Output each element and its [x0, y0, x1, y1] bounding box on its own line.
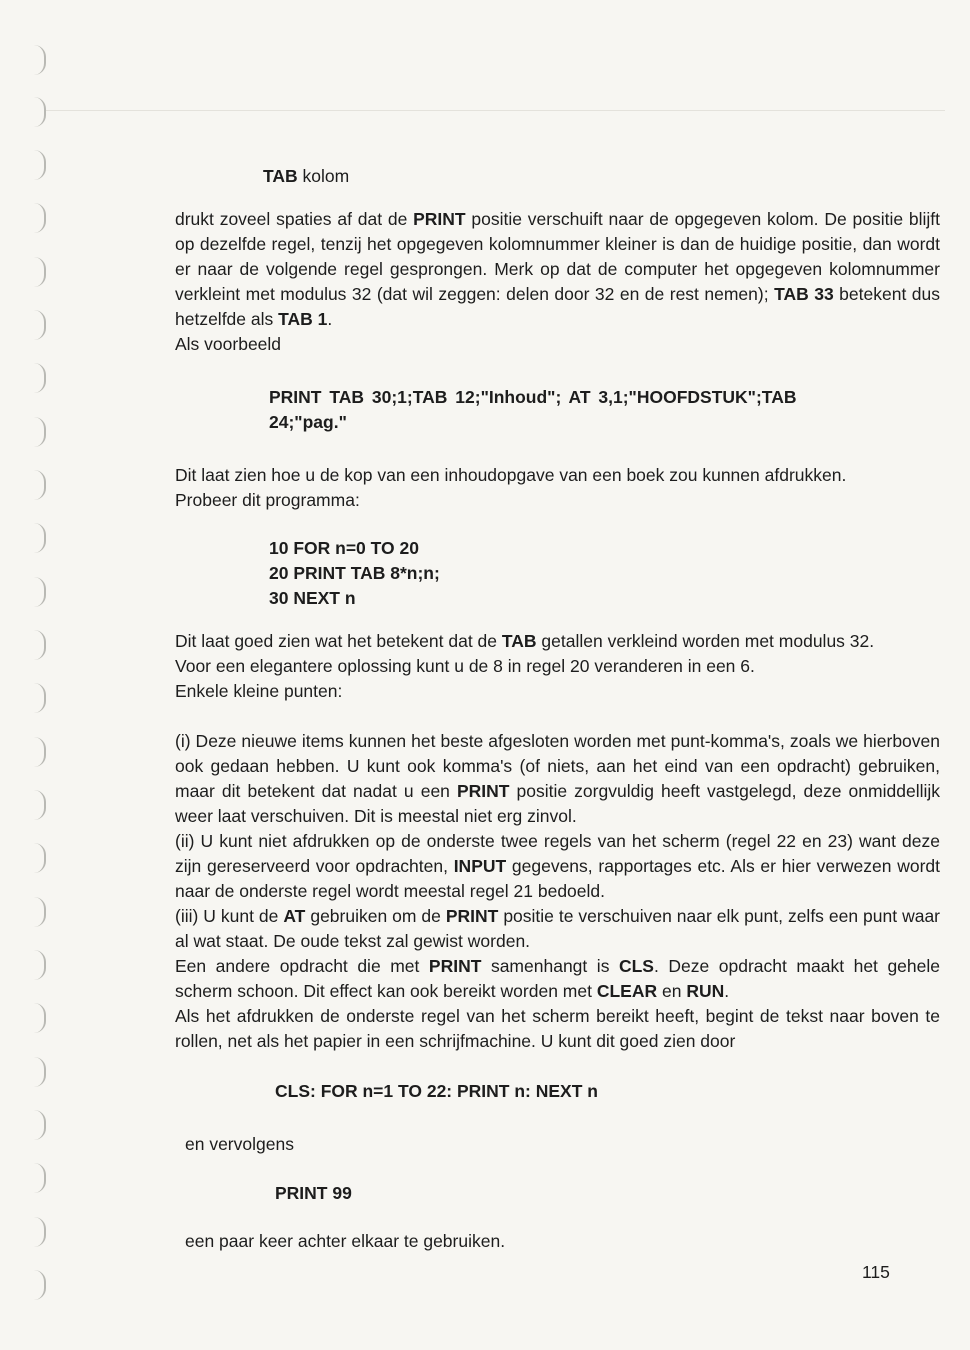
then-text: en vervolgens [185, 1134, 294, 1154]
keyword: RUN [686, 981, 725, 1001]
text-run: (iii) U kunt de [175, 906, 284, 926]
keyword: AT [283, 906, 306, 926]
binder-hole [34, 310, 46, 340]
intro-line2: Als voorbeeld [175, 334, 282, 354]
text-run: positie zorgvuldig heeft vastgelegd, deze onmiddellijk weer laat verschuiven. Dit is meestal niet erg zinvol. [175, 781, 940, 826]
binder-hole [34, 417, 46, 447]
binder-hole [34, 1217, 46, 1247]
binder-hole [34, 897, 46, 927]
binder-hole [34, 1163, 46, 1193]
text-line: Voor een elegantere oplossing kunt u de 8 in regel 20 veranderen in een 6. [175, 656, 755, 676]
text-run: gegevens, rapportages etc. Als er hier verwezen wordt naar de onderste regel wordt meestal regel 21 bedoeld. [175, 856, 940, 901]
binder-hole [34, 363, 46, 393]
text-line: Dit laat zien hoe u de kop van een inhoudopgave van een boek zou kunnen afdrukken. [175, 465, 847, 485]
intro-text [175, 207, 940, 332]
heading-keyword: TAB [263, 166, 298, 186]
binder-holes [26, 35, 56, 1325]
binder-hole [34, 950, 46, 980]
page-number: 115 [862, 1262, 890, 1282]
binder-hole [34, 630, 46, 660]
keyword: PRINT [445, 906, 499, 926]
paragraph-4 [175, 954, 940, 1004]
example-code [269, 385, 939, 435]
binder-hole [34, 470, 46, 500]
text-run: betekent dus hetzelfde als [175, 284, 940, 329]
text-run: en [657, 981, 687, 1001]
binder-hole [34, 1057, 46, 1087]
code-line: 24;"pag." [269, 412, 347, 432]
keyword: TAB 1 [278, 309, 328, 329]
text-line [175, 629, 940, 654]
point-i [175, 729, 940, 829]
text-run: Dit laat goed zien wat het betekent dat de [175, 631, 502, 651]
binder-hole [34, 1110, 46, 1140]
text-line: Probeer dit programma: [175, 490, 360, 510]
binder-hole [34, 523, 46, 553]
text-run: drukt zoveel spaties af dat de [175, 209, 414, 229]
print99-code: PRINT 99 [275, 1183, 352, 1203]
binder-hole [34, 97, 46, 127]
text-run: getallen verkleind worden met modulus 32. [536, 631, 875, 651]
program-line: 10 FOR n=0 TO 20 [269, 538, 419, 558]
keyword: CLEAR [596, 981, 658, 1001]
binder-hole [34, 790, 46, 820]
heading-text: kolom [297, 166, 350, 186]
paragraph-4b: Als het afdrukken de onderste regel van het scherm bereikt heeft, begint de tekst naar boven te rollen, net als het papier in een schrijfmachine. U kunt dit goed zien door [175, 1006, 940, 1051]
binder-hole [34, 203, 46, 233]
keyword: PRINT [413, 209, 466, 229]
binder-hole [34, 577, 46, 607]
section-heading [263, 164, 349, 189]
text-run: . Deze opdracht maakt het gehele scherm schoon. Dit effect kan ook bereikt worden met [175, 956, 940, 1001]
text-line: Enkele kleine punten: [175, 681, 343, 701]
binder-hole [34, 45, 46, 75]
text-run: . [327, 309, 333, 329]
program-listing [269, 536, 440, 611]
page-edge-line [45, 110, 945, 111]
binder-hole [34, 843, 46, 873]
keyword: TAB [501, 631, 537, 651]
point-iii [175, 904, 940, 954]
keyword: INPUT [453, 856, 507, 876]
binder-hole [34, 1270, 46, 1300]
keyword: PRINT [456, 781, 510, 801]
paragraph-2 [175, 463, 940, 513]
binder-hole [34, 150, 46, 180]
text-run: gebruiken om de [305, 906, 446, 926]
binder-hole [34, 737, 46, 767]
binder-hole [34, 1003, 46, 1033]
text-run: positie verschuift naar de opgegeven kolom. De positie blijft op dezelfde regel, tenzij het opgegeven kolomnummer kleiner is dan de huidige positie, dan wordt er naar de volgende regel gesprongen. Merk op dat de computer het opgegeven kolomnummer verkleint met modulus 32 (dat wil zeggen: delen door 32 en de rest nemen); [175, 209, 940, 304]
paragraph-3 [175, 629, 940, 704]
code-line: PRINT TAB 30;1;TAB 12;"Inhoud"; AT 3,1;"HOOFDSTUK";TAB [269, 387, 797, 407]
keyword: CLS [618, 956, 654, 976]
keyword: PRINT [428, 956, 482, 976]
keyword: TAB 33 [774, 284, 834, 304]
text-run: . [724, 981, 730, 1001]
cls-code: CLS: FOR n=1 TO 22: PRINT n: NEXT n [275, 1081, 598, 1101]
text-run: (ii) U kunt niet afdrukken op de onderste twee regels van het scherm (regel 22 en 23) want deze zijn gereserveerd voor opdrachten, [175, 831, 940, 876]
binder-hole [34, 257, 46, 287]
intro-paragraph [175, 207, 940, 357]
text-run: positie te verschuiven naar elk punt, zelfs een punt waar al wat staat. De oude tekst zal gewist worden. [175, 906, 941, 951]
program-line: 30 NEXT n [269, 588, 356, 608]
program-line: 20 PRINT TAB 8*n;n; [269, 563, 440, 583]
text-run: samenhangt is [481, 956, 619, 976]
closing-text: een paar keer achter elkaar te gebruiken. [185, 1231, 506, 1251]
text-run: (i) Deze nieuwe items kunnen het beste afgesloten worden met punt-komma's, zoals we hierboven ook gedaan hebben. U kunt ook komma's (of niets, aan het eind van een opdracht) gebruiken, maar dit betekent dat nadat u een [175, 731, 940, 801]
text-run: Een andere opdracht die met [175, 956, 429, 976]
points-list [175, 729, 940, 1054]
point-ii [175, 829, 940, 904]
binder-hole [34, 683, 46, 713]
